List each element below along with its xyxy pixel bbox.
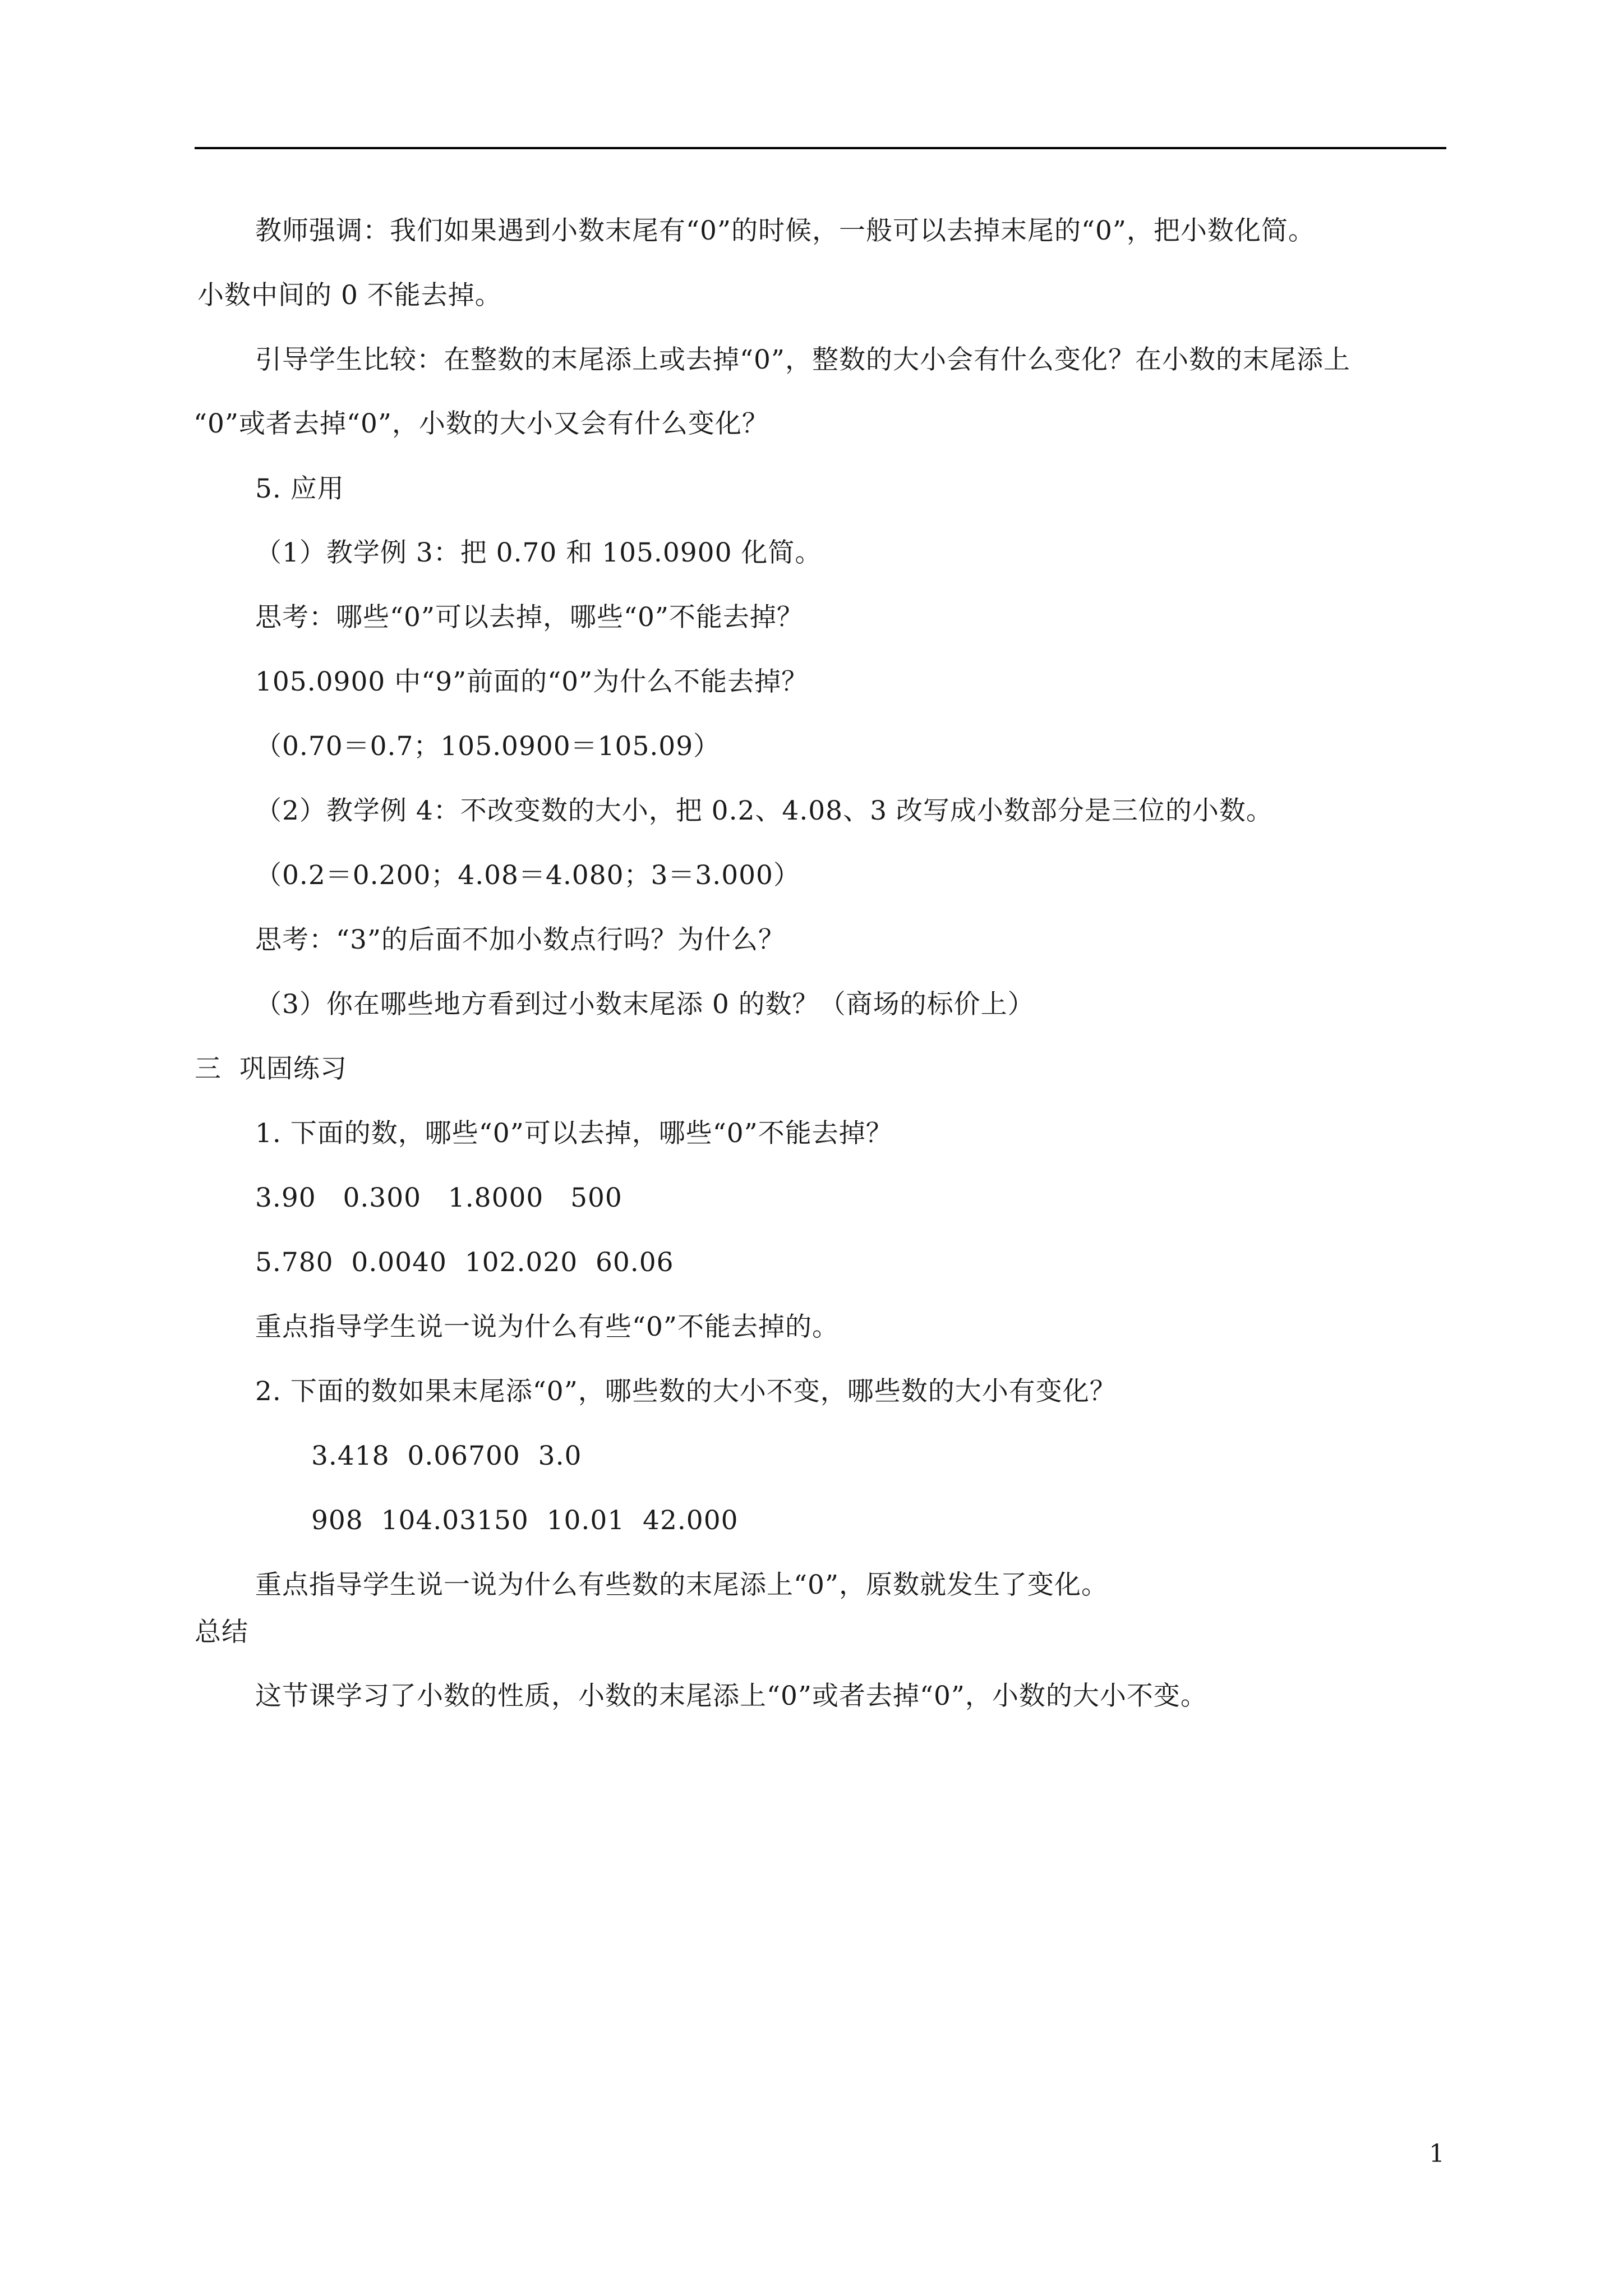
think-question-1: 思考：哪些“0”可以去掉，哪些“0”不能去掉？ xyxy=(255,602,804,633)
practice-2: 2. 下面的数如果末尾添“0”，哪些数的大小不变，哪些数的大小有变化？ xyxy=(255,1376,1117,1407)
paragraph-compare: 引导学生比较：在整数的末尾添上或去掉“0”，整数的大小会有什么变化？在小数的末尾添上 xyxy=(255,344,1350,375)
summary-text: 这节课学习了小数的性质，小数的末尾添上“0”或者去掉“0”，小数的大小不变。 xyxy=(255,1681,1207,1711)
practice-1: 1. 下面的数，哪些“0”可以去掉，哪些“0”不能去掉？ xyxy=(255,1118,893,1149)
think-question-3: 思考：“3”的后面不加小数点行吗？为什么？ xyxy=(255,924,785,955)
section-heading-summary: 总结 xyxy=(195,1617,248,1648)
header-rule xyxy=(195,147,1446,149)
practice-2-numbers-row-2: 908 104.03150 10.01 42.000 xyxy=(311,1505,739,1536)
practice-1-guidance: 重点指导学生说一说为什么有些“0”不能去掉的。 xyxy=(255,1312,839,1342)
paragraph-compare-cont: “0”或者去掉“0”，小数的大小又会有什么变化？ xyxy=(193,408,769,439)
answer-example-3: （0.70＝0.7；105.0900＝105.09） xyxy=(255,731,721,762)
section-heading-practice: 三 巩固练习 xyxy=(195,1053,347,1084)
page-number: 1 xyxy=(1429,2139,1445,2168)
practice-1-numbers-row-1: 3.90 0.300 1.8000 500 xyxy=(255,1182,623,1213)
practice-1-numbers-row-2: 5.780 0.0040 102.020 60.06 xyxy=(255,1247,674,1278)
example-4: （2）教学例 4：不改变数的大小，把 0.2、4.08、3 改写成小数部分是三位的小数。 xyxy=(255,795,1273,826)
answer-example-4: （0.2＝0.200；4.08＝4.080；3＝3.000） xyxy=(255,860,800,891)
question-3: （3）你在哪些地方看到过小数末尾添 0 的数？（商场的标价上） xyxy=(255,989,1035,1020)
practice-2-guidance: 重点指导学生说一说为什么有些数的末尾添上“0”，原数就发生了变化。 xyxy=(255,1570,1108,1600)
practice-2-numbers-row-1: 3.418 0.06700 3.0 xyxy=(311,1441,582,1471)
think-question-2: 105.0900 中“9”前面的“0”为什么不能去掉？ xyxy=(255,666,809,697)
paragraph-teacher-emphasis-cont: 小数中间的 0 不能去掉。 xyxy=(197,280,502,311)
section-heading-apply: 5. 应用 xyxy=(255,473,344,504)
paragraph-teacher-emphasis: 教师强调：我们如果遇到小数末尾有“0”的时候，一般可以去掉末尾的“0”，把小数化简。 xyxy=(255,215,1315,246)
example-3: （1）教学例 3：把 0.70 和 105.0900 化简。 xyxy=(255,537,822,568)
